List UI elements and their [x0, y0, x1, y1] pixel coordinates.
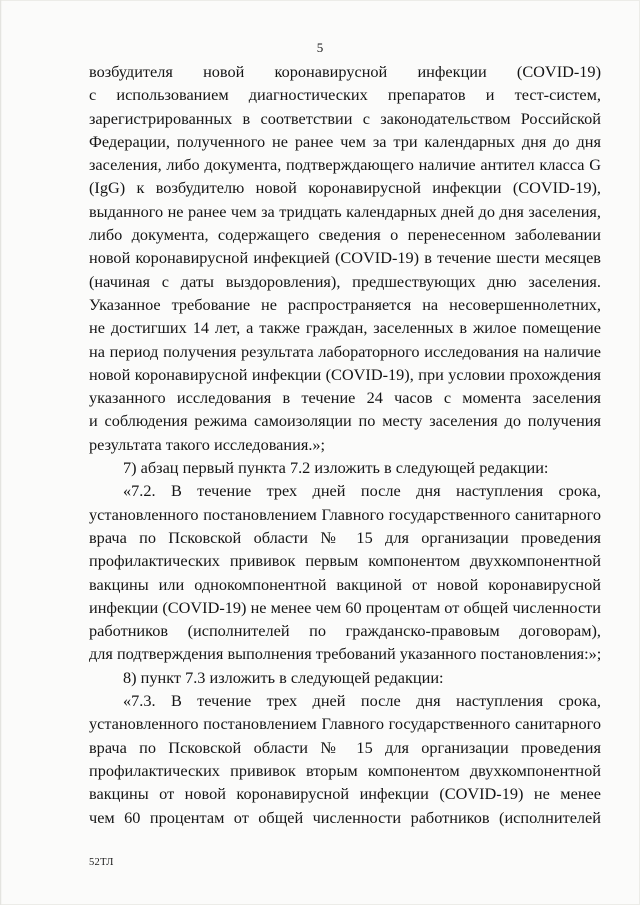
- text-line: чем 60 процентам от общей численности работников (исполнителей: [89, 807, 601, 827]
- text-line: врача по Псковской области № 15 для организации проведения: [89, 527, 601, 547]
- text-line: для подтверждения выполнения требований указанного постановления:»;: [89, 644, 602, 664]
- text-line: «7.2. В течение трех дней после дня наступления срока,: [123, 481, 601, 501]
- text-line: вакцины или однокомпонентной вакциной от новой коронавирусной: [89, 574, 601, 594]
- text-line: вакцины от новой коронавирусной инфекции (COVID-19) не менее: [89, 784, 601, 804]
- paragraph-item-8: [89, 666, 601, 689]
- document-body: [89, 60, 601, 829]
- text-line: профилактических прививок первым компонентом двухкомпонентной: [89, 551, 601, 571]
- page-number: 5: [316, 40, 324, 55]
- text-line: профилактических прививок вторым компонентом двухкомпонентной: [89, 760, 601, 780]
- text-line: на период получения результата лабораторного исследования на наличие: [89, 341, 601, 361]
- text-line: Указанное требование не распространяется на несовершеннолетних,: [89, 294, 601, 314]
- text-line: указанного исследования в течение 24 часов с момента заселения: [89, 388, 601, 408]
- text-line: результата такого исследования.»;: [89, 434, 326, 454]
- text-line: не достигших 14 лет, а также граждан, заселенных в жилое помещение: [89, 318, 601, 338]
- text-line: выданного не ранее чем за тридцать календарных дней до дня заселения,: [89, 201, 601, 221]
- text-line: установленного постановлением Главного государственного санитарного: [89, 504, 601, 524]
- text-line: 8) пункт 7.3 изложить в следующей редакции:: [123, 667, 444, 687]
- paragraph-quote-7-3: [89, 689, 601, 829]
- scan-edge: [0, 0, 2, 905]
- text-line: инфекции (COVID-19) не менее чем 60 процентам от общей численности: [89, 597, 601, 617]
- text-line: либо документа, содержащего сведения о перенесенном заболевании: [89, 225, 601, 245]
- text-line: возбудителя новой коронавирусной инфекции (COVID-19): [89, 62, 601, 81]
- paragraph-item-7: [89, 456, 601, 479]
- text-line: новой коронавирусной инфекцией (COVID-19) в течение шести месяцев: [89, 248, 601, 268]
- text-line: «7.3. В течение трех дней после дня наступления срока,: [123, 691, 601, 711]
- text-line: (IgG) к возбудителю новой коронавирусной инфекции (COVID-19),: [89, 178, 601, 198]
- text-line: и соблюдения режима самоизоляции по месту заселения до получения: [89, 411, 601, 431]
- footer-code: 52ТЛ: [89, 857, 114, 868]
- text-line: зарегистрированных в соответствии с законодательством Российской: [89, 108, 601, 128]
- text-line: 7) абзац первый пункта 7.2 изложить в следующей редакции:: [123, 458, 549, 478]
- paragraph-continuation: [89, 60, 601, 456]
- paragraph-quote-7-2: [89, 479, 601, 665]
- text-line: работников (исполнителей по гражданско-правовым договорам),: [89, 621, 601, 641]
- text-line: Федерации, полученного не ранее чем за три календарных дня до дня: [89, 131, 601, 151]
- text-line: с использованием диагностических препаратов и тест-систем,: [89, 85, 601, 105]
- text-line: (начиная с даты выздоровления), предшествующих дню заселения.: [89, 271, 601, 291]
- text-line: установленного постановлением Главного государственного санитарного: [89, 714, 601, 734]
- text-line: новой коронавирусной инфекции (COVID-19), при условии прохождения: [89, 364, 601, 384]
- text-line: врача по Псковской области № 15 для организации проведения: [89, 737, 601, 757]
- text-line: заселения, либо документа, подтверждающего наличие антител класса G: [89, 155, 601, 175]
